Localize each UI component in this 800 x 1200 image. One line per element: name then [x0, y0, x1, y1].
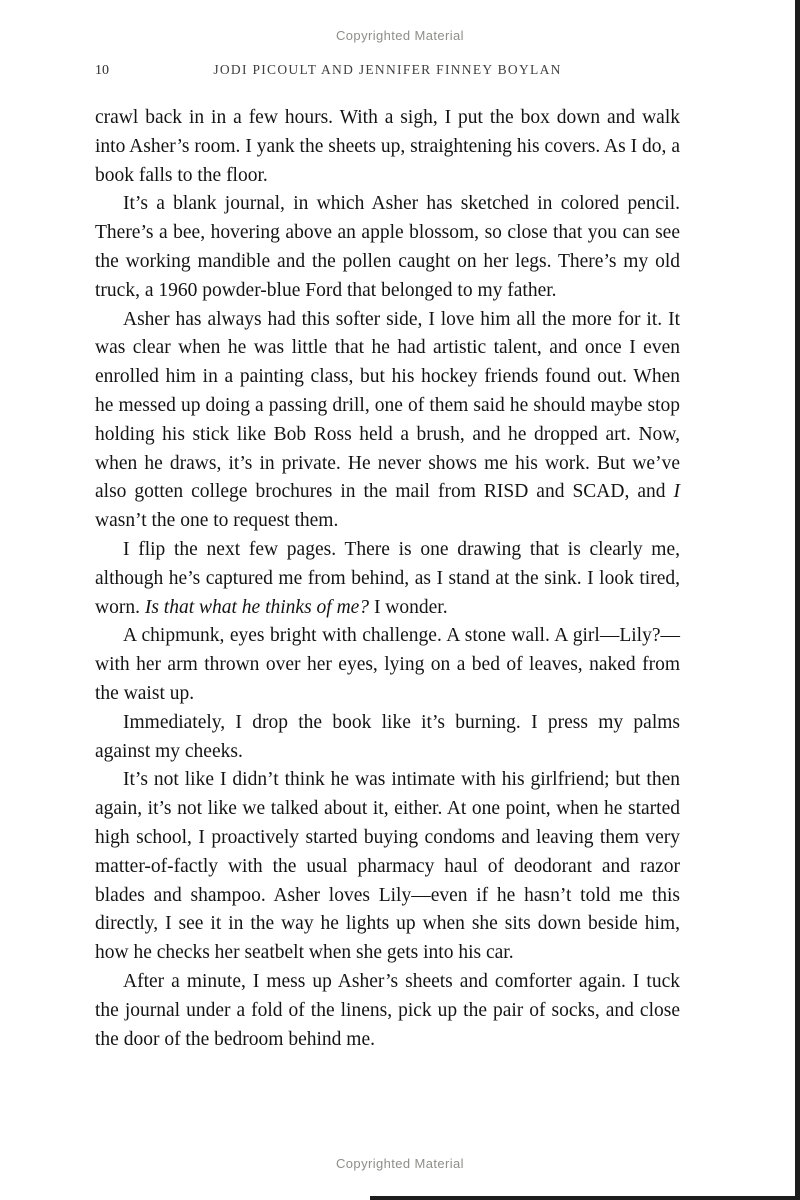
- italic-text-run: Is that what he thinks of me?: [144, 596, 370, 618]
- paragraph: [95, 968, 680, 1054]
- text-run: crawl back in in a few hours. With a sigh, I put the box down and walk into Asher’s room. I yank the sheets up, straightening his covers. As I do, a book falls to the floor.: [95, 107, 680, 186]
- text-run: It’s not like I didn’t think he was intimate with his girlfriend; but then again, it’s not like we talked about it, either. At one point, when he started high school, I proactively started buying condoms and leaving them very matter-of-factly with the usual pharmacy haul of deodorant and razor blades and shampoo. Asher loves Lily—even if he hasn’t told me this directly, I see it in the way he lights up when she sits down beside him, how he checks her seatbelt when she gets into his car.: [95, 769, 680, 964]
- paragraph: [95, 190, 680, 305]
- text-run: Immediately, I drop the book like it’s burning. I press my palms against my cheeks.: [95, 711, 680, 762]
- paragraph: [95, 536, 680, 622]
- page-edge-bottom: [370, 1196, 800, 1200]
- copyright-notice-top: Copyrighted Material: [336, 28, 464, 43]
- paragraph: [95, 104, 680, 190]
- running-header: JODI PICOULT AND JENNIFER FINNEY BOYLAN: [213, 62, 562, 77]
- text-run: A chipmunk, eyes bright with challenge. A stone wall. A girl—Lily?—with her arm thrown over her eyes, lying on a bed of leaves, naked from the waist up.: [95, 625, 680, 704]
- page-edge-right: [795, 0, 800, 1200]
- running-header-row: [95, 62, 680, 82]
- paragraph: [95, 709, 680, 767]
- page-number: 10: [95, 63, 109, 78]
- text-run: wasn’t the one to request them.: [95, 510, 339, 532]
- text-run: It’s a blank journal, in which Asher has sketched in colored pencil. There’s a bee, hovering above an apple blossom, so close that you can see the working mandible and the pollen caught on her legs. There’s my old truck, a 1960 powder-blue Ford that belonged to my father.: [95, 193, 680, 301]
- paragraph: [95, 306, 680, 536]
- text-run: Asher has always had this softer side, I love him all the more for it. It was clear when he was little that he had artistic talent, and once I even enrolled him in a painting class, but his hockey friends found out. When he messed up doing a passing drill, one of them said he should maybe stop holding his stick like Bob Ross held a brush, and he dropped art. Now, when he draws, it’s in private. He never shows me his work. But we’ve also gotten college brochures in the mail from RISD and SCAD, and: [95, 308, 680, 503]
- italic-text-run: I: [673, 481, 680, 503]
- body-text: [95, 104, 680, 1054]
- paragraph: [95, 622, 680, 708]
- text-run: I wonder.: [369, 596, 448, 618]
- copyright-notice-bottom: Copyrighted Material: [336, 1156, 464, 1171]
- paragraph: [95, 766, 680, 968]
- text-run: I flip the next few pages. There is one drawing that is clearly me, although he’s captured me from behind, as I stand at the sink. I look tired, worn.: [95, 538, 680, 618]
- text-run: After a minute, I mess up Asher’s sheets and comforter again. I tuck the journal under a fold of the linens, pick up the pair of socks, and close the door of the bedroom behind me.: [95, 970, 680, 1050]
